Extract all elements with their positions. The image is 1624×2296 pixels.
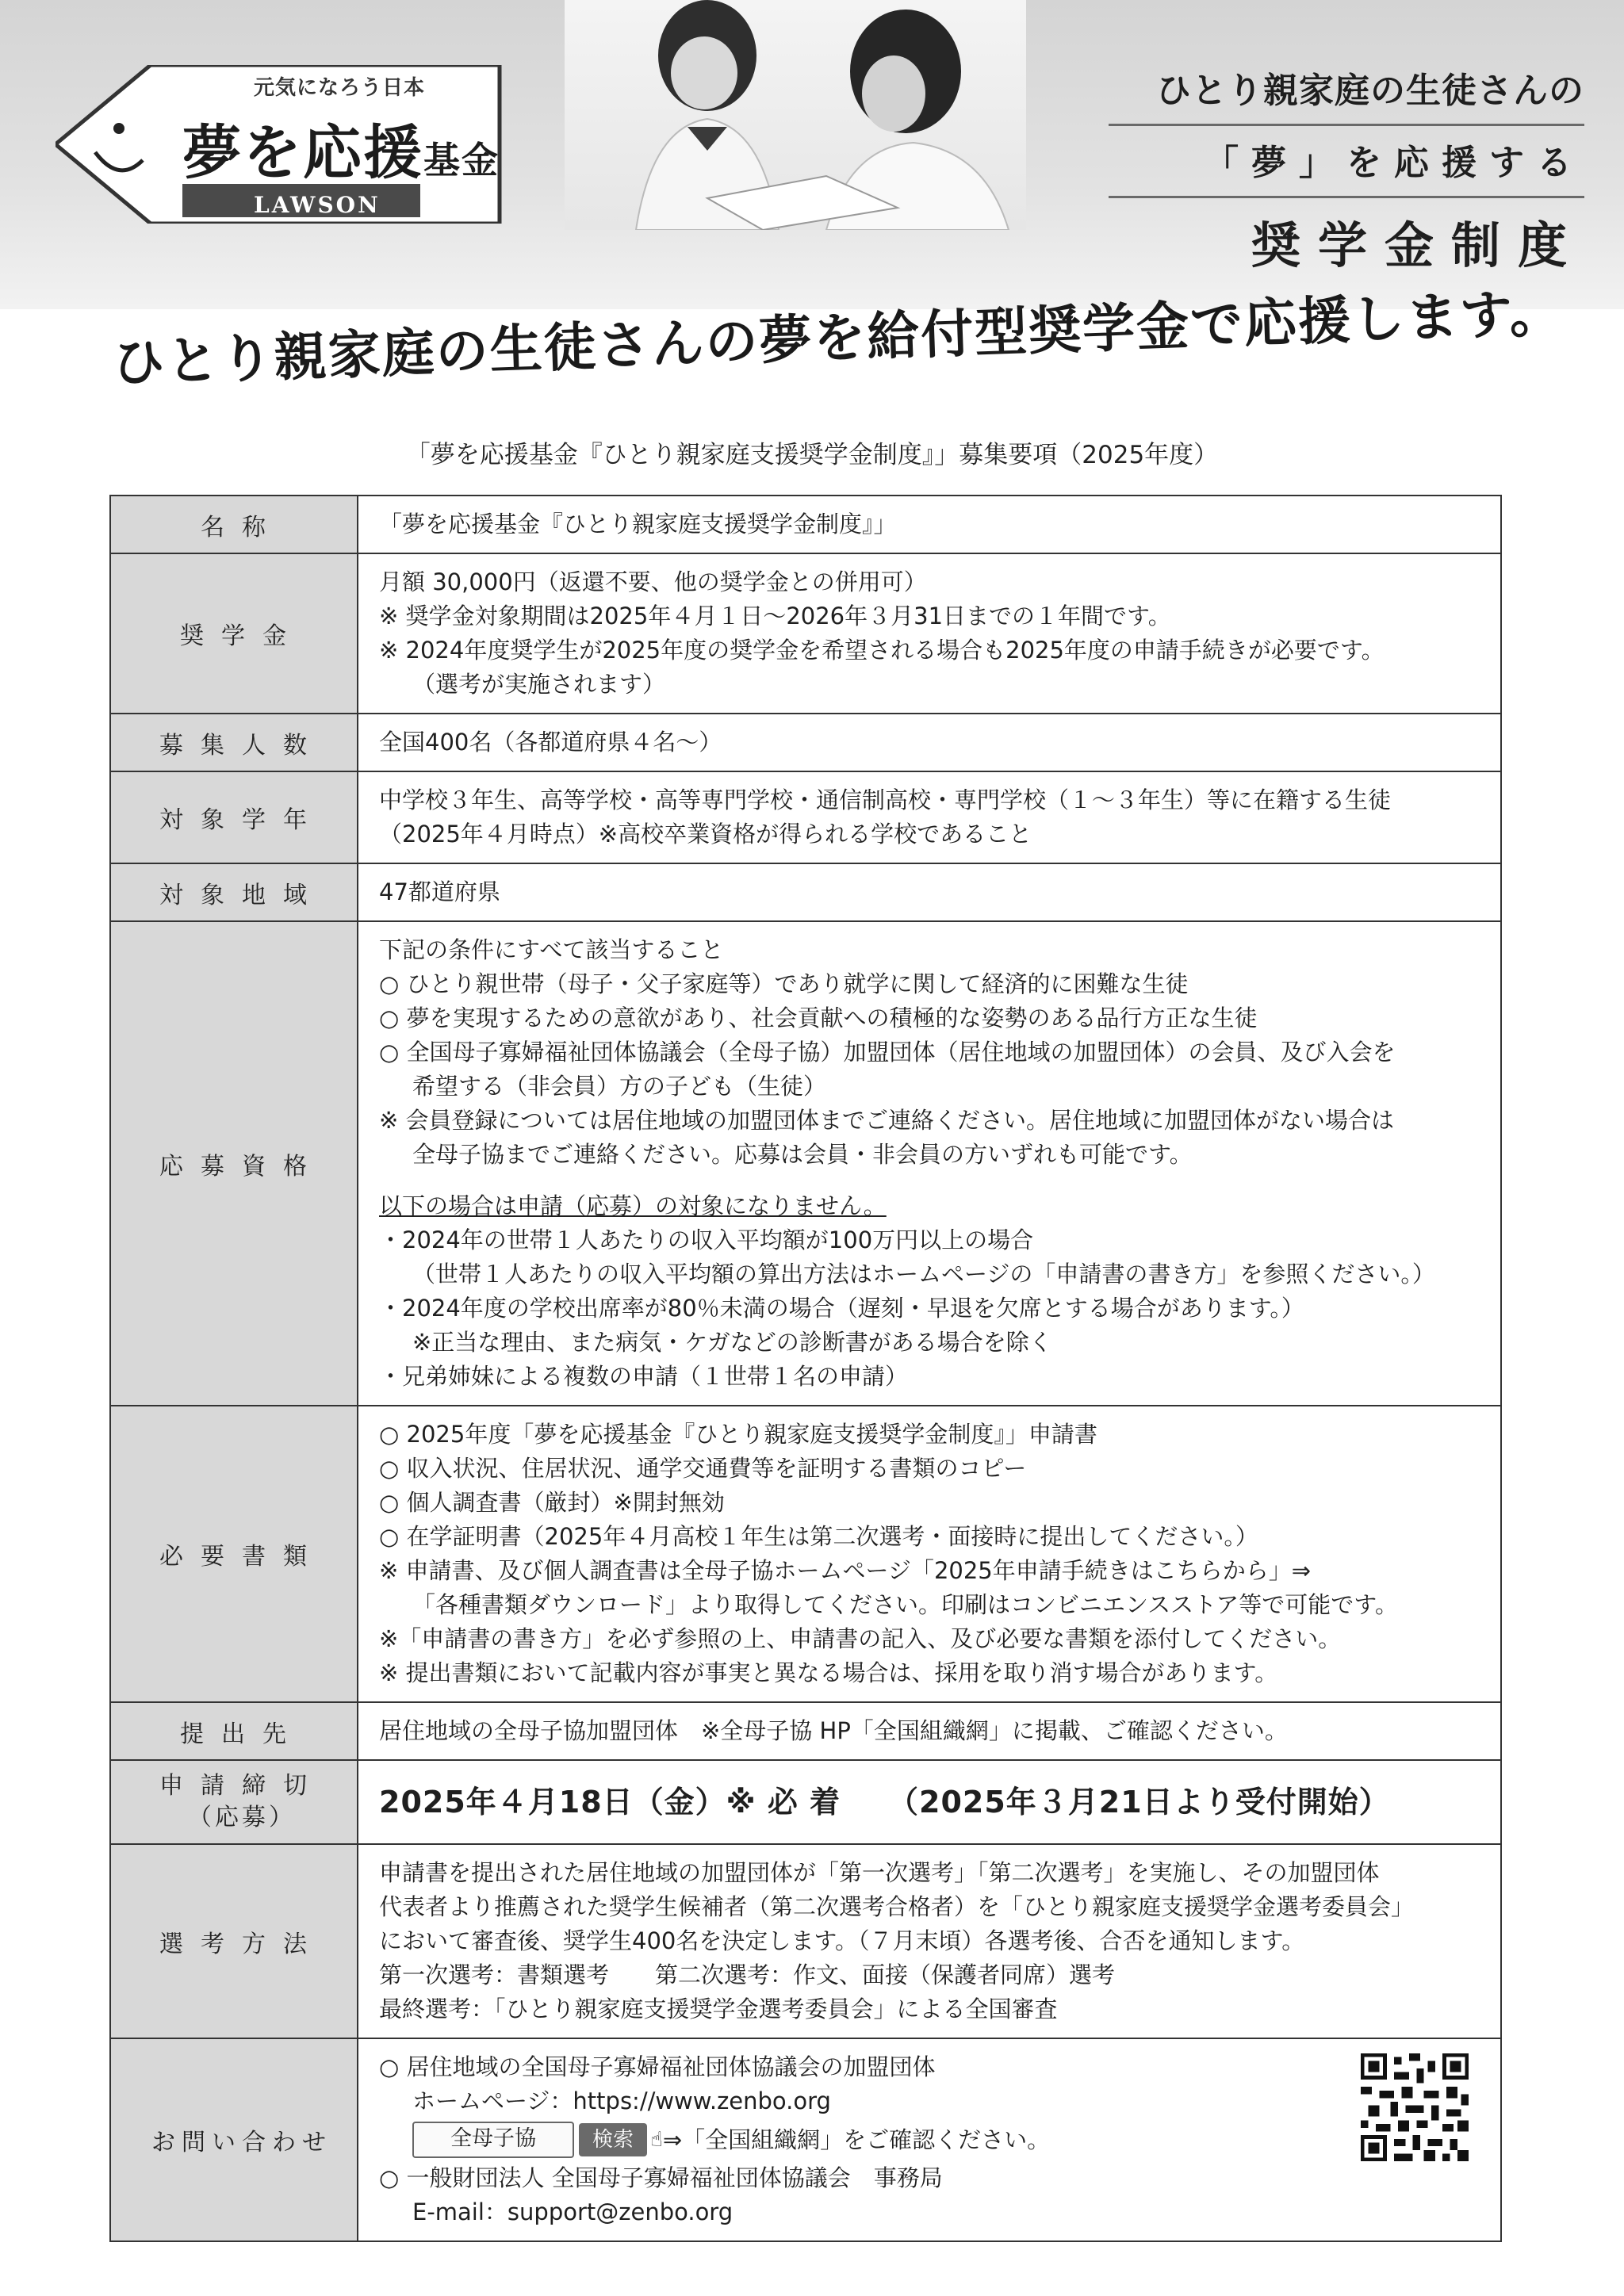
logo-title-small: 基金 [423, 139, 500, 182]
row-label-submit-to: 提出先 [110, 1702, 358, 1760]
students-photo [565, 0, 1026, 230]
row-value-scholarship [358, 553, 1501, 714]
document-item: ○ 在学証明書（2025年４月高校１年生は第二次選考・面接時に提出してください。） [379, 1523, 1258, 1550]
row-label-deadline [110, 1760, 358, 1844]
row-value-submit-to: 居住地域の全母子協加盟団体 ※全母子協 HP「全国組織網」に掲載、ご確認ください。 [358, 1702, 1501, 1760]
headline-box [1109, 62, 1584, 277]
eligibility-intro: 下記の条件にすべて該当すること [379, 936, 724, 963]
exclusion-item: （世帯１人あたりの収入平均額の算出方法はホームページの「申請書の書き方」を参照ください。） [412, 1261, 1435, 1288]
main-headline: ひとり親家庭の生徒さんの夢を給付型奨学金で応援します。 [111, 282, 1565, 394]
table-row [110, 1406, 1501, 1702]
row-label-contact: お問い合わせ [110, 2038, 358, 2241]
eligibility-condition: ○ 夢を実現するための意欲があり、社会貢献への積極的な姿勢のある品行方正な生徒 [379, 1004, 1258, 1031]
row-label-grade: 対象学年 [110, 771, 358, 863]
search-input[interactable]: 全母子協 [412, 2122, 574, 2158]
headline-divider [1109, 124, 1584, 126]
table-row [110, 921, 1501, 1406]
selection-line: 第一次選考：書類選考 第二次選考：作文、面接（保護者同席）選考 [379, 1961, 1116, 1988]
logo-brand: LAWSON [254, 192, 381, 218]
students-illustration [565, 0, 1026, 230]
row-label-eligibility: 応募資格 [110, 921, 358, 1406]
subtitle: 「夢を応援基金『ひとり親家庭支援奨学金制度』」募集要項（2025年度） [405, 441, 1219, 469]
row-value-contact [358, 2038, 1501, 2241]
deadline-label-line2: （応募） [188, 1804, 296, 1831]
document-item: 「各種書類ダウンロード」より取得してください。印刷はコンビニエンスストア等で可能です。 [412, 1591, 1398, 1618]
search-note: ⇒「全国組織網」をご確認ください。 [662, 2126, 1051, 2153]
logo-tagline: 元気になろう日本 [254, 76, 426, 100]
scholarship-line: ※ 2024年度奨学生が2025年度の奨学金を希望される場合も2025年度の申請手続きが必要です。 [379, 637, 1385, 664]
scholarship-line: 月額 30,000円（返還不要、他の奨学金との併用可） [379, 568, 927, 595]
logo-title-main: 夢を応援 [182, 119, 423, 187]
deadline-text [379, 1785, 1480, 1820]
row-value-recruits: 全国400名（各都道府県４名～） [358, 714, 1501, 771]
exclusion-item: ※正当な理由、また病気・ケガなどの診断書がある場合を除く [412, 1329, 1052, 1356]
table-row [110, 553, 1501, 714]
document-item: ※「申請書の書き方」を必ず参照の上、申請書の記入、及び必要な書類を添付してください。 [379, 1625, 1342, 1652]
row-value-grade [358, 771, 1501, 863]
contact-homepage[interactable]: ホームページ：https://www.zenbo.org [412, 2087, 831, 2114]
exclusion-item: ・兄弟姉妹による複数の申請（１世帯１名の申請） [379, 1363, 909, 1390]
deadline-label-line1: 申請締切 [159, 1772, 324, 1800]
row-value-documents [358, 1406, 1501, 1702]
table-row [110, 1844, 1501, 2038]
logo [56, 65, 508, 224]
table-row [110, 863, 1501, 921]
document-item: ※ 提出書類において記載内容が事実と異なる場合は、採用を取り消す場合があります。 [379, 1659, 1278, 1686]
contact-email[interactable]: E-mail：support@zenbo.org [412, 2198, 733, 2225]
document-item: ※ 申請書、及び個人調査書は全母子協ホームページ「2025年申請手続きはこちらから」⇒ [379, 1557, 1312, 1584]
exclusion-heading: 以下の場合は申請（応募）の対象になりません。 [379, 1192, 887, 1219]
headline-divider [1109, 196, 1584, 198]
document-item: ○ 個人調査書（厳封）※開封無効 [379, 1489, 725, 1516]
headline-line-3: 奨学金制度 [1251, 216, 1584, 274]
document-item: ○ 収入状況、住居状況、通学交通費等を証明する書類のコピー [379, 1455, 1027, 1482]
scholarship-line: ※ 奨学金対象期間は2025年４月１日～2026年３月31日までの１年間です。 [379, 603, 1171, 629]
row-label-selection: 選考方法 [110, 1844, 358, 2038]
selection-line: 代表者より推薦された奨学生候補者（第二次選考合格者）を「ひとり親家庭支援奨学金選考委員会」 [379, 1893, 1415, 1920]
search-button[interactable]: 検索 [579, 2123, 647, 2156]
row-label-documents: 必要書類 [110, 1406, 358, 1702]
contact-org-1: ○ 居住地域の全国母子寡婦福祉団体協議会の加盟団体 [379, 2053, 936, 2080]
row-value-name: 「夢を応援基金『ひとり親家庭支援奨学金制度』」 [358, 496, 1501, 553]
row-label-region: 対象地域 [110, 863, 358, 921]
row-value-eligibility [358, 921, 1501, 1406]
scholarship-line: （選考が実施されます） [412, 671, 666, 698]
row-label-name: 名称 [110, 496, 358, 553]
document-item: ○ 2025年度「夢を応援基金『ひとり親家庭支援奨学金制度』」申請書 [379, 1421, 1097, 1448]
spacer [379, 1172, 1480, 1189]
row-value-deadline [358, 1760, 1501, 1844]
eligibility-condition: 全母子協までご連絡ください。応募は会員・非会員の方いずれも可能です。 [412, 1141, 1193, 1168]
deadline-start: （2025年３月21日より受付開始） [888, 1784, 1390, 1820]
selection-line: において審査後、奨学生400名を決定します。（７月末頃）各選考後、合否を通知します。 [379, 1927, 1305, 1954]
table-row [110, 1702, 1501, 1760]
qr-code-icon[interactable] [1361, 2053, 1469, 2161]
headline-line-1: ひとり親家庭の生徒さんの [1156, 71, 1584, 111]
requirements-table [109, 495, 1502, 2242]
row-value-selection [358, 1844, 1501, 2038]
row-label-recruits: 募集人数 [110, 714, 358, 771]
headline-line-2: 「夢」を応援する [1204, 143, 1584, 183]
logo-title [182, 106, 500, 190]
contact-org-2: ○ 一般財団法人 全国母子寡婦福祉団体協議会 事務局 [379, 2164, 943, 2191]
deadline-date: 2025年４月18日（金）※ 必 着 [379, 1784, 841, 1820]
table-row [110, 496, 1501, 553]
exclusion-item: ・2024年度の学校出席率が80％未満の場合（遅刻・早退を欠席とする場合があります。） [379, 1295, 1304, 1322]
grade-line: （2025年４月時点）※高校卒業資格が得られる学校であること [379, 821, 1032, 848]
cursor-hand-icon: ☝ [650, 2127, 663, 2152]
row-label-scholarship: 奨学金 [110, 553, 358, 714]
eligibility-condition: ○ ひとり親世帯（母子・父子家庭等）であり就学に関して経済的に困難な生徒 [379, 970, 1189, 997]
table-row [110, 714, 1501, 771]
eligibility-condition: ○ 全国母子寡婦福祉団体協議会（全母子協）加盟団体（居住地域の加盟団体）の会員、及び入会を [379, 1039, 1396, 1066]
eligibility-condition: ※ 会員登録については居住地域の加盟団体までご連絡ください。居住地域に加盟団体がない場合は [379, 1107, 1394, 1134]
table-row [110, 2038, 1501, 2241]
row-value-region: 47都道府県 [358, 863, 1501, 921]
table-row [110, 771, 1501, 863]
selection-line: 最終選考：「ひとり親家庭支援奨学金選考委員会」による全国審査 [379, 1996, 1058, 2022]
grade-line: 中学校３年生、高等学校・高等専門学校・通信制高校・専門学校（１～３年生）等に在籍する生徒 [379, 786, 1392, 813]
search-widget [412, 2122, 1480, 2158]
exclusion-item: ・2024年の世帯１人あたりの収入平均額が100万円以上の場合 [379, 1226, 1034, 1253]
selection-line: 申請書を提出された居住地域の加盟団体が「第一次選考」「第二次選考」を実施し、その加盟団体 [379, 1859, 1380, 1886]
table-row [110, 1760, 1501, 1844]
eligibility-condition: 希望する（非会員）方の子ども（生徒） [412, 1073, 827, 1100]
